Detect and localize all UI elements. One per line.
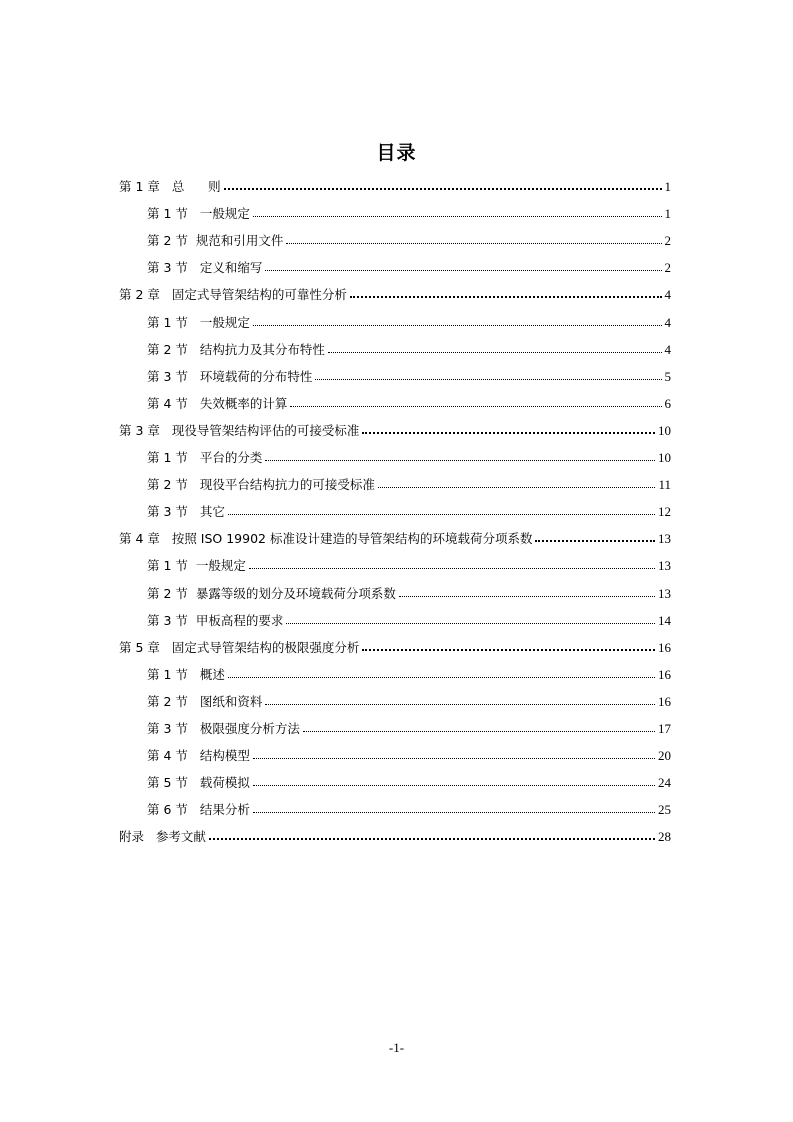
toc-entry-page: 20	[658, 748, 671, 764]
toc-entry-page: 13	[658, 585, 671, 601]
toc-section-entry[interactable]	[119, 358, 671, 385]
toc-entry-page: 10	[658, 422, 671, 438]
toc-entry-label: 第 4 章 按照 ISO 19902 标准设计建造的导管架结构的环境载荷分项系数	[119, 531, 533, 547]
dot-leader	[265, 704, 655, 705]
toc-section-entry[interactable]	[119, 385, 671, 412]
page-number: -1-	[388, 1040, 405, 1055]
toc-section-entry[interactable]	[119, 764, 671, 791]
toc-entry-page: 28	[658, 829, 671, 845]
dot-leader	[209, 838, 655, 840]
toc-entry-page: 1	[664, 206, 671, 222]
toc-entry-page: 2	[664, 260, 671, 276]
toc-chapter-entry[interactable]	[119, 276, 671, 303]
toc-entry-label: 第 2 节 规范和引用文件	[147, 233, 284, 249]
dot-leader	[362, 432, 655, 434]
toc-entry-page: 10	[658, 450, 671, 466]
toc-section-entry[interactable]	[119, 791, 671, 818]
toc-section-entry[interactable]	[119, 683, 671, 710]
toc-entry-page: 13	[658, 558, 671, 574]
dot-leader	[286, 243, 661, 244]
toc-entry-page: 4	[664, 287, 671, 303]
toc-section-entry[interactable]	[119, 737, 671, 764]
toc-section-entry[interactable]	[119, 222, 671, 249]
toc-section-entry[interactable]	[119, 466, 671, 493]
dot-leader	[224, 188, 662, 190]
toc-section-entry[interactable]	[119, 195, 671, 222]
toc-entry-label: 第 2 节 图纸和资料	[147, 693, 263, 709]
toc-section-entry[interactable]	[119, 493, 671, 520]
toc-section-entry[interactable]	[119, 331, 671, 358]
toc-title: 目录	[376, 142, 417, 164]
toc-entry-label: 第 6 节 结果分析	[147, 802, 250, 818]
toc-entry-label: 第 1 节 一般规定	[147, 206, 250, 222]
dot-leader	[253, 325, 662, 326]
toc-section-entry[interactable]	[119, 574, 671, 601]
dot-leader	[286, 623, 655, 624]
toc-entry-page: 17	[658, 720, 671, 736]
toc-section-entry[interactable]	[119, 602, 671, 629]
toc-chapter-entry[interactable]	[119, 520, 671, 547]
table-of-contents	[119, 168, 671, 845]
toc-entry-page: 16	[658, 666, 671, 682]
dot-leader	[399, 596, 655, 597]
toc-entry-label: 第 1 节 平台的分类	[147, 450, 263, 466]
toc-entry-label: 第 3 节 甲板高程的要求	[147, 612, 284, 628]
toc-entry-label: 第 3 节 定义和缩写	[147, 260, 263, 276]
toc-entry-page: 2	[664, 233, 671, 249]
toc-chapter-entry[interactable]	[119, 818, 671, 845]
toc-entry-page: 25	[658, 802, 671, 818]
toc-entry-label: 第 2 节 暴露等级的划分及环境载荷分项系数	[147, 585, 396, 601]
toc-section-entry[interactable]	[119, 303, 671, 330]
toc-entry-page: 16	[658, 639, 671, 655]
toc-entry-label: 第 3 节 环境载荷的分布特性	[147, 368, 313, 384]
toc-entry-page: 11	[658, 477, 671, 493]
dot-leader	[249, 568, 655, 569]
toc-entry-label: 第 3 节 极限强度分析方法	[147, 720, 300, 736]
dot-leader	[378, 487, 656, 488]
toc-entry-label: 第 5 章 固定式导管架结构的极限强度分析	[119, 639, 360, 655]
toc-entry-label: 第 4 节 结构模型	[147, 748, 250, 764]
dot-leader	[253, 758, 655, 759]
toc-chapter-entry[interactable]	[119, 412, 671, 439]
dot-leader	[350, 296, 662, 298]
toc-entry-page: 24	[658, 775, 671, 791]
dot-leader	[362, 649, 655, 651]
toc-entry-label: 第 2 节 现役平台结构抗力的可接受标准	[147, 477, 375, 493]
dot-leader	[253, 812, 655, 813]
dot-leader	[253, 216, 662, 217]
toc-entry-label: 第 1 节 概述	[147, 666, 225, 682]
toc-entry-label: 第 2 节 结构抗力及其分布特性	[147, 341, 325, 357]
toc-entry-page: 12	[658, 504, 671, 520]
dot-leader	[228, 677, 655, 678]
dot-leader	[253, 785, 655, 786]
toc-entry-label: 第 1 节 一般规定	[147, 314, 250, 330]
toc-entry-label: 附录 参考文献	[119, 829, 206, 845]
toc-chapter-entry[interactable]	[119, 168, 671, 195]
dot-leader	[265, 460, 655, 461]
toc-section-entry[interactable]	[119, 656, 671, 683]
toc-section-entry[interactable]	[119, 710, 671, 737]
toc-chapter-entry[interactable]	[119, 629, 671, 656]
toc-entry-label: 第 2 章 固定式导管架结构的可靠性分析	[119, 287, 347, 303]
toc-entry-page: 4	[664, 314, 671, 330]
toc-entry-page: 1	[664, 179, 671, 195]
dot-leader	[265, 270, 661, 271]
toc-entry-page: 16	[658, 693, 671, 709]
toc-entry-page: 14	[658, 612, 671, 628]
dot-leader	[328, 352, 662, 353]
toc-entry-page: 6	[664, 395, 671, 411]
dot-leader	[290, 406, 661, 407]
toc-entry-page: 4	[664, 341, 671, 357]
toc-entry-page: 5	[664, 368, 671, 384]
dot-leader	[303, 731, 655, 732]
toc-section-entry[interactable]	[119, 547, 671, 574]
toc-entry-label: 第 1 节 一般规定	[147, 558, 246, 574]
toc-entry-label: 第 5 节 载荷模拟	[147, 775, 250, 791]
dot-leader	[228, 514, 655, 515]
toc-section-entry[interactable]	[119, 249, 671, 276]
dot-leader	[315, 379, 661, 380]
toc-entry-page: 13	[658, 531, 671, 547]
toc-entry-label: 第 1 章 总 则	[119, 179, 221, 195]
toc-section-entry[interactable]	[119, 439, 671, 466]
toc-entry-label: 第 3 节 其它	[147, 504, 225, 520]
toc-entry-label: 第 4 节 失效概率的计算	[147, 395, 288, 411]
dot-leader	[535, 540, 655, 542]
toc-entry-label: 第 3 章 现役导管架结构评估的可接受标准	[119, 422, 360, 438]
